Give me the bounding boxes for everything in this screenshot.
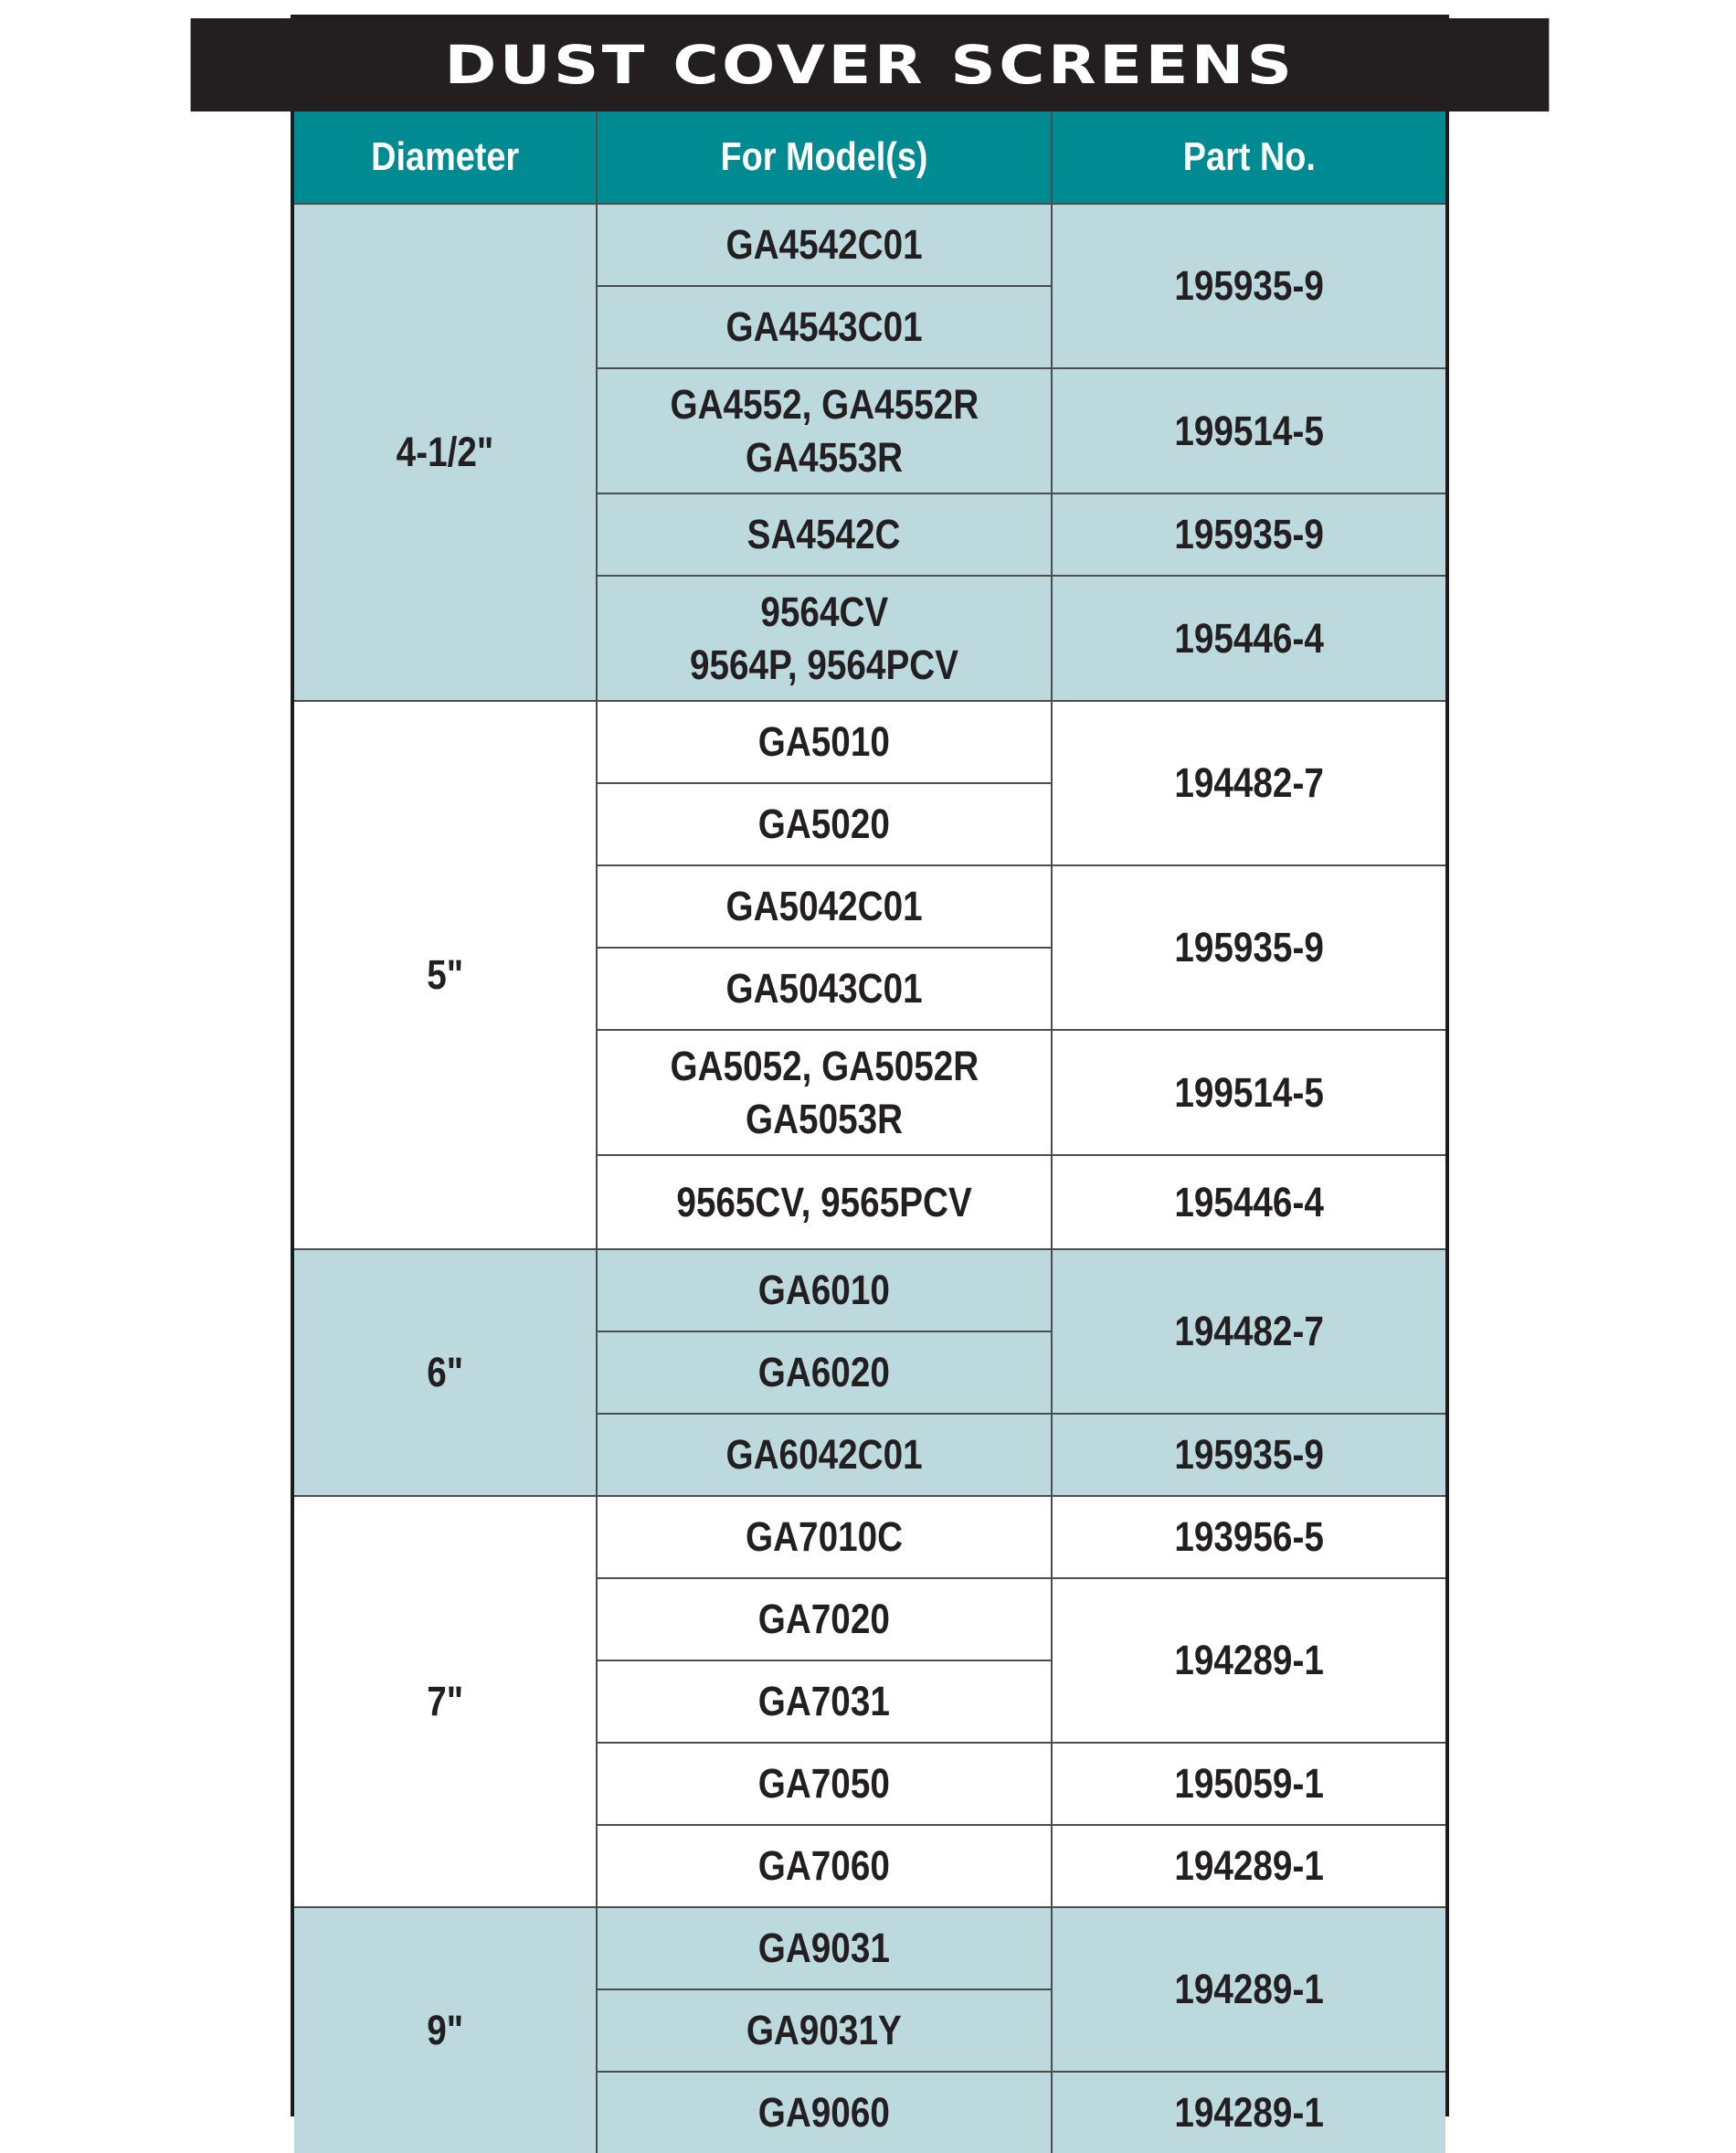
model-name: GA4542C01 — [725, 221, 923, 268]
models-cell — [597, 701, 1052, 783]
model-name: GA6010 — [757, 1267, 891, 1313]
model-name: GA5020 — [757, 801, 891, 847]
model-name: GA7010C — [745, 1513, 904, 1560]
model-name: GA5053R — [745, 1095, 904, 1142]
diameter-value: 4-1/2" — [396, 429, 494, 475]
part-number: 195446-4 — [1174, 614, 1324, 662]
part-number: 194289-1 — [1174, 1966, 1324, 2012]
model-name: GA4553R — [745, 433, 904, 481]
models-cell — [597, 1249, 1052, 1331]
models-cell — [597, 204, 1052, 286]
part-number-cell — [1052, 1030, 1445, 1155]
model-name: GA5010 — [757, 718, 891, 765]
part-number-cell — [1052, 1578, 1445, 1743]
part-number: 195446-4 — [1174, 1178, 1324, 1225]
models-cell — [597, 286, 1052, 368]
diameter-value: 7" — [427, 1678, 463, 1724]
model-name: GA9031 — [757, 1925, 891, 1971]
part-number: 194289-1 — [1174, 2089, 1324, 2136]
model-name: GA9060 — [757, 2089, 891, 2136]
part-number: 194482-7 — [1174, 1308, 1324, 1354]
diameter-group — [294, 1496, 1445, 1907]
part-number: 195935-9 — [1174, 1431, 1324, 1478]
models-cell — [597, 2072, 1052, 2153]
part-number: 195059-1 — [1174, 1760, 1324, 1807]
parts-table — [294, 111, 1445, 2153]
part-number: 195935-9 — [1174, 262, 1324, 309]
diameter-value: 9" — [427, 2007, 463, 2053]
model-name: SA4542C — [747, 511, 901, 557]
model-name: GA5043C01 — [725, 965, 923, 1012]
diameter-group — [294, 204, 1445, 701]
part-number-cell — [1052, 368, 1445, 493]
part-number-cell — [1052, 1825, 1445, 1907]
models-cell — [597, 1414, 1052, 1496]
part-number-cell — [1052, 1743, 1445, 1825]
models-cell — [597, 576, 1052, 701]
part-number: 195935-9 — [1174, 511, 1324, 557]
part-number-cell — [1052, 576, 1445, 701]
part-number-cell — [1052, 865, 1445, 1030]
models-cell — [597, 1155, 1052, 1249]
part-number-cell — [1052, 1496, 1445, 1578]
models-cell — [597, 1743, 1052, 1825]
part-number-cell — [1052, 1155, 1445, 1249]
table-row — [294, 204, 1445, 286]
part-number-cell — [1052, 493, 1445, 576]
diameter-group — [294, 1249, 1445, 1496]
models-cell — [597, 1496, 1052, 1578]
diameter-value: 6" — [427, 1349, 463, 1395]
models-cell — [597, 1825, 1052, 1907]
header-diameter: Diameter — [294, 111, 597, 204]
diameter-cell — [294, 204, 597, 701]
model-name: GA7020 — [757, 1596, 891, 1642]
model-name: GA7031 — [757, 1678, 891, 1724]
diameter-group — [294, 701, 1445, 1249]
header-part-no: Part No. — [1052, 111, 1445, 204]
models-cell — [597, 493, 1052, 576]
diameter-group — [294, 1907, 1445, 2153]
model-name: GA4543C01 — [725, 303, 923, 350]
models-cell — [597, 1578, 1052, 1660]
part-number-cell — [1052, 204, 1445, 368]
dust-cover-screens-card — [291, 15, 1449, 2136]
diameter-cell — [294, 1907, 597, 2153]
diameter-cell — [294, 1496, 597, 1907]
part-number-cell — [1052, 2072, 1445, 2153]
diameter-cell — [294, 1249, 597, 1496]
model-name: GA5042C01 — [725, 883, 923, 929]
table-row — [294, 1496, 1445, 1578]
model-name: 9565CV, 9565PCV — [676, 1178, 972, 1225]
part-number: 194289-1 — [1174, 1842, 1324, 1889]
model-name: GA6042C01 — [725, 1431, 923, 1478]
models-cell — [597, 1660, 1052, 1743]
model-name: GA4552, GA4552R — [670, 380, 979, 428]
part-number: 194482-7 — [1174, 759, 1324, 806]
models-cell — [597, 948, 1052, 1030]
table-header — [294, 111, 1445, 204]
model-name: GA7060 — [757, 1842, 891, 1889]
table-row — [294, 701, 1445, 783]
model-name: GA6020 — [757, 1349, 891, 1395]
model-name: GA7050 — [757, 1760, 891, 1807]
part-number-cell — [1052, 1414, 1445, 1496]
part-number: 195935-9 — [1174, 924, 1324, 970]
diameter-cell — [294, 701, 597, 1249]
models-cell — [597, 783, 1052, 865]
models-cell — [597, 1989, 1052, 2072]
models-cell — [597, 1907, 1052, 1989]
models-cell — [597, 1030, 1052, 1155]
part-number: 193956-5 — [1174, 1513, 1324, 1560]
part-number-cell — [1052, 1907, 1445, 2072]
header-models: For Model(s) — [597, 111, 1052, 204]
part-number: 199514-5 — [1174, 1068, 1324, 1116]
model-name: 9564CV — [760, 588, 888, 635]
table-row — [294, 1907, 1445, 1989]
models-cell — [597, 368, 1052, 493]
model-name: GA9031Y — [746, 2007, 902, 2053]
part-number: 194289-1 — [1174, 1637, 1324, 1683]
table-row — [294, 1249, 1445, 1331]
part-number-cell — [1052, 1249, 1445, 1414]
models-cell — [597, 865, 1052, 948]
model-name: GA5052, GA5052R — [670, 1042, 979, 1089]
model-name: 9564P, 9564PCV — [689, 641, 959, 688]
diameter-value: 5" — [427, 951, 463, 998]
models-cell — [597, 1331, 1052, 1414]
part-number: 199514-5 — [1174, 407, 1324, 454]
table-title: DUST COVER SCREENS — [191, 18, 1550, 111]
part-number-cell — [1052, 701, 1445, 865]
